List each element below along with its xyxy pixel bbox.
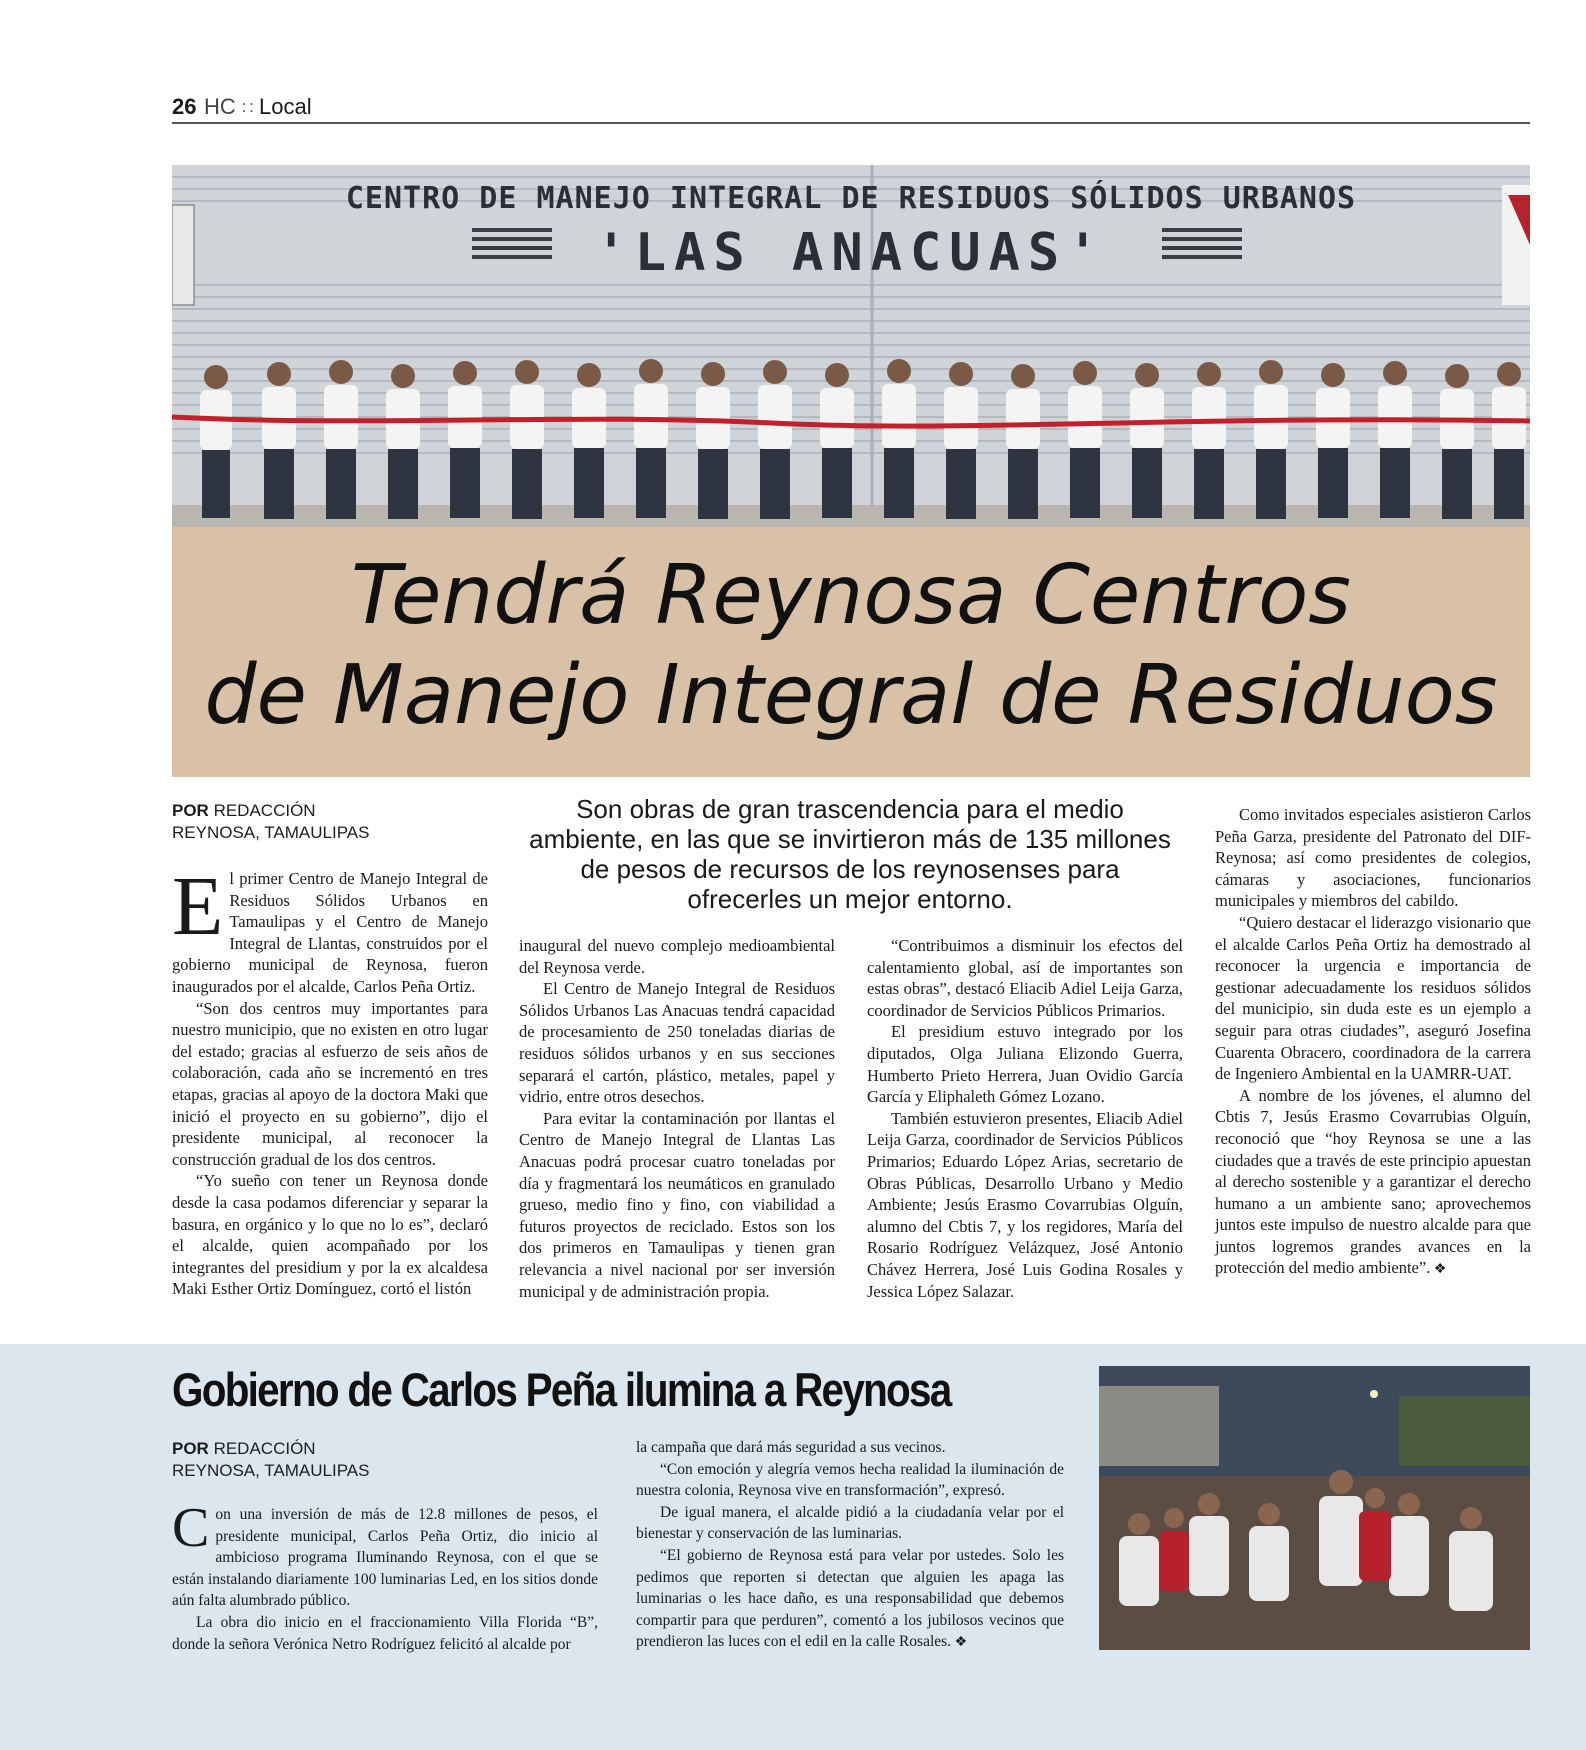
paragraph: A nombre de los jóvenes, el alumno del Cbtis 7, Jesús Erasmo Covarrubias Olguín, reconoció que “hoy Reynosa se une a las ciudades que a través de este principio apuestan al derecho sostenible y a garantizar el derecho humano a un ambiente sano; aprovechemos juntos este impulso de nuestro alcalde para que juntos logremos grandes avances en la protección del medio ambiente”. <box>1215 1085 1531 1278</box>
byline <box>172 800 369 844</box>
paragraph: l primer Centro de Manejo Integral de Residuos Sólidos Urbanos en Tamaulipas y el Centro de Manejo Integral de Llantas, construidos por el gobierno municipal de Reynosa, fueron inaugurados por el alcalde, Carlos Peña Ortiz. <box>172 869 488 996</box>
byline-author: REDACCIÓN <box>208 801 316 820</box>
paragraph: “Son dos centros muy importantes para nuestro municipio, que no existen en otro lugar del estado; gracias al esfuerzo de seis años de colaboración, cada año se incrementó en tres etapas, gracias al apoyo de la doctora Maki que inició el proyecto en su gobierno”, dijo el presidente municipal, al reconocer la construcción gradual de los dos centros. <box>172 998 488 1169</box>
paragraph: El Centro de Manejo Integral de Residuos Sólidos Urbanos Las Anacuas tendrá capacidad de procesamiento de 250 toneladas diarias de residuos sólidos urbanos y en sus secciones separará el cartón, plástico, metales, papel y vidrio, entre otros desechos. <box>519 979 835 1107</box>
article-column-4 <box>1215 804 1531 1281</box>
drop-cap: E <box>172 860 224 953</box>
paragraph: “Quiero destacar el liderazgo visionario que el alcalde Carlos Peña Ortiz ha demostrado al reconocer la urgencia e importancia de gestionar adecuadamente los residuos sólidos del municipio, sin duda este es un ejemplo a seguir para otras ciudades”, aseguró Josefina Cuarenta Obracero, coordinadora de la carrera de Ingeniero Ambiental en la UAMRR-UAT. <box>1215 912 1531 1084</box>
paragraph: “Con emoción y alegría vemos hecha realidad la iluminación de nuestra colonia, Reynosa vive en transformación”, expresó. <box>636 1460 1064 1500</box>
building-sign-line1: CENTRO DE MANEJO INTEGRAL DE RESIDUOS SÓLIDOS URBANOS <box>345 181 1357 216</box>
byline-place: REYNOSA, TAMAULIPAS <box>172 823 370 842</box>
paragraph: “Contribuimos a disminuir los efectos del calentamiento global, así de importantes son estas obras”, destacó Eliacib Adiel Leija Garza, coordinador de Servicios Públicos Primarios. <box>867 936 1183 1020</box>
secondary-column-1 <box>172 1497 598 1655</box>
drop-cap: C <box>172 1497 210 1559</box>
paragraph: La obra dio inicio en el fraccionamiento Villa Florida “B”, donde la señora Verónica Netro Rodríguez felicitó al alcalde por <box>172 1613 598 1653</box>
crowd-night-photo <box>1099 1366 1530 1650</box>
paragraph: la campaña que dará más seguridad a sus vecinos. <box>636 1439 946 1456</box>
byline-por: POR <box>172 801 209 820</box>
byline-place: REYNOSA, TAMAULIPAS <box>172 1461 370 1480</box>
paragraph: Como invitados especiales asistieron Carlos Peña Garza, presidente del Patronato del DIF-Reynosa; así como presidentes de colegios, cámaras y asociaciones, funcionarios municipales y miembros del cabildo. <box>1215 805 1531 911</box>
headline-line1: Tendrá Reynosa Centros <box>350 548 1351 643</box>
byline <box>172 1438 369 1482</box>
secondary-article <box>0 1344 1586 1750</box>
byline-author: REDACCIÓN <box>208 1439 316 1458</box>
paragraph: inaugural del nuevo complejo medioambiental del Reynosa verde. <box>519 936 835 977</box>
section-name: Local <box>259 94 312 119</box>
end-mark-icon: ❖ <box>951 1635 968 1651</box>
paragraph: De igual manera, el alcalde pidió a la ciudadanía velar por el bienestar y conservación de las luminarias. <box>636 1503 1064 1543</box>
paragraph: También estuvieron presentes, Eliacib Adiel Leija Garza, coordinador de Servicios Públicos Primarios; Eduardo López Arias, secretario de Obras Públicas, Desarrollo Urbano y Medio Ambiente; Jesús Erasmo Covarrubias Olguín, alumno del Cbtis 7, y los regidores, María del Rosario Rodríguez Velázquez, José Antonio Chávez Herrera, José Luis Godina Rosales y Jessica López Salazar. <box>867 1108 1183 1301</box>
paragraph: “El gobierno de Reynosa está para velar por ustedes. Solo les pedimos que reporten si detectan que alguien les apaga las luminarias o les hace daño, es una responsabilidad que debemos compartir para que perduren”, comentó a los jubilosos vecinos que prendieron las luces con el edil en la calle Rosales. <box>636 1546 1064 1651</box>
hero-photo <box>172 165 1530 777</box>
secondary-column-2 <box>636 1437 1064 1654</box>
paragraph: Para evitar la contaminación por llantas el Centro de Manejo Integral de Llantas Las Anacuas podrá procesar cuatro toneladas por día y fragmentará los neumáticos en granulado grueso, medio fino y fino, con viabilidad a futuros proyectos de reciclado. Estos son los dos primeros en Tamaulipas y tienen gran relevancia a nivel nacional por ser inversión municipal y de administración propia. <box>519 1108 835 1301</box>
end-mark-icon: ❖ <box>1430 1262 1447 1278</box>
page-number: 26 <box>172 94 197 119</box>
building-sign-line2: 'LAS ANACUAS' <box>595 223 1107 283</box>
paragraph: on una inversión de más de 12.8 millones de pesos, el presidente municipal, Carlos Peña Ortiz, dio inicio al ambicioso programa Iluminando Reynosa, con el que se están instalando diariamente 100 luminarias Led, en los sitios donde aún falta alumbrado público. <box>172 1506 598 1610</box>
page-header <box>172 94 1530 124</box>
secondary-headline: Gobierno de Carlos Peña ilumina a Reynosa <box>172 1363 951 1416</box>
paragraph: El presidium estuvo integrado por los diputados, Olga Juliana Elizondo Guerra, Humberto Prieto Herrera, Juan Ovidio García García y Eliphaleth Gómez Lozano. <box>867 1022 1183 1107</box>
headline-line2: de Manejo Integral de Residuos <box>204 648 1498 743</box>
byline-por: POR <box>172 1439 209 1458</box>
article-column-1 <box>172 860 488 1300</box>
article-deck: Son obras de gran trascendencia para el medio ambiente, en las que se invirtieron más de 135 millones de pesos de recursos de los reynosenses para ofrecerles un mejor entorno. <box>529 794 1171 914</box>
paragraph: “Yo sueño con tener un Reynosa donde desde la casa podamos diferenciar y separar la basura, en orgánico y lo que no lo es”, declaró el alcalde, quien acompañado por los integrantes del presidium y por la ex alcaldesa Maki Esther Ortiz Domínguez, cortó el listón <box>172 1171 488 1299</box>
publication-name: HC <box>204 94 236 119</box>
article-column-2 <box>519 935 835 1302</box>
article-column-3 <box>867 935 1183 1302</box>
separator-icon: ∷ <box>242 98 254 118</box>
